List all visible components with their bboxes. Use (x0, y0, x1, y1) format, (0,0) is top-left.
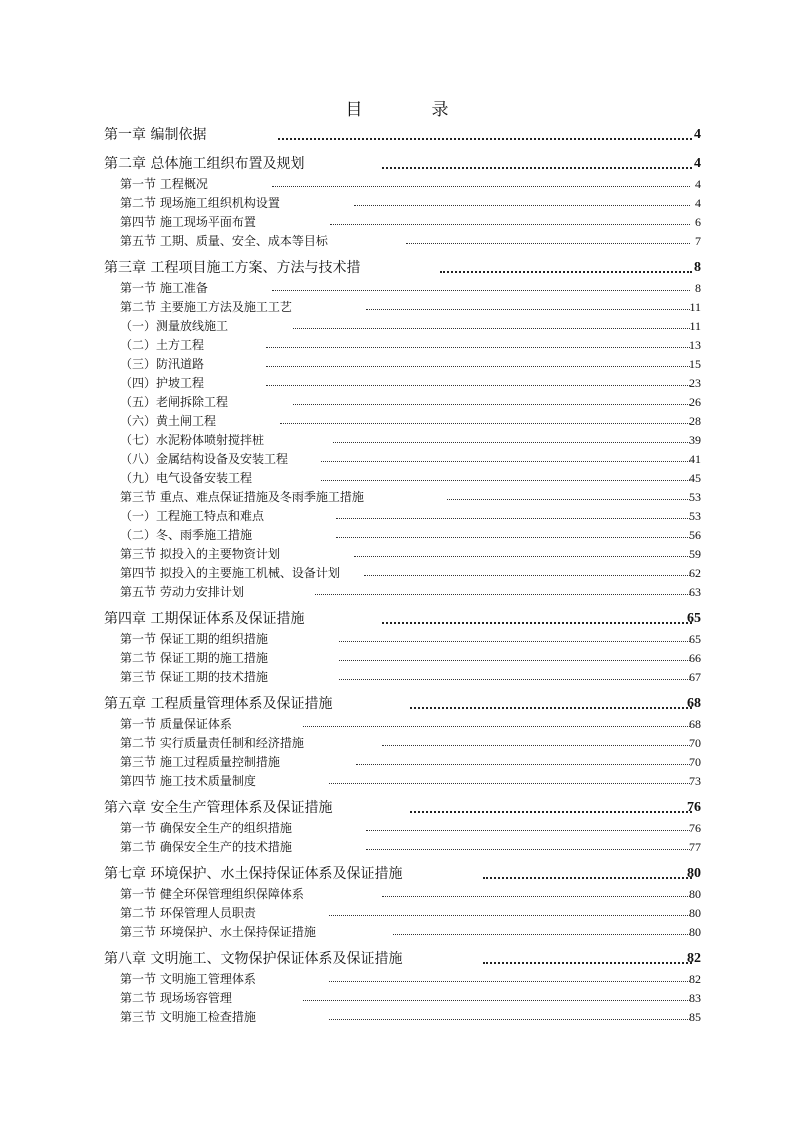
toc-page-number: 76 (689, 821, 701, 835)
toc-page-number: 80 (689, 925, 701, 939)
toc-page-number: 28 (689, 414, 701, 428)
toc-page-number: 15 (689, 357, 701, 371)
toc-chapter-entry[interactable] (0, 695, 794, 713)
toc-section-entry[interactable] (0, 734, 794, 752)
toc-chapter-entry[interactable] (0, 865, 794, 883)
toc-entry-label: 第三节 重点、难点保证措施及冬雨季施工措施 (120, 490, 364, 504)
toc-leader-dots (333, 442, 690, 443)
toc-page-number: 8 (695, 281, 701, 295)
toc-section-entry[interactable] (0, 526, 794, 544)
toc-section-entry[interactable] (0, 488, 794, 506)
toc-entry-label: （二）土方工程 (120, 338, 205, 352)
toc-leader-dots (293, 404, 690, 405)
toc-section-entry[interactable] (0, 194, 794, 212)
toc-entry-label: 第一节 施工准备 (120, 281, 208, 295)
toc-entry-label: （七）水泥粉体喷射搅拌桩 (120, 433, 265, 447)
toc-leader-dots (354, 205, 690, 206)
toc-entry-label: 第二章 总体施工组织布置及规划 (104, 156, 305, 172)
toc-page-number: 39 (689, 433, 701, 447)
toc-leader-dots (266, 347, 690, 348)
toc-section-entry[interactable] (0, 923, 794, 941)
toc-page-number: 80 (689, 887, 701, 901)
toc-section-entry[interactable] (0, 298, 794, 316)
toc-entry-label: （五）老闸拆除工程 (120, 395, 229, 409)
toc-page-number: 83 (689, 991, 701, 1005)
toc-section-entry[interactable] (0, 232, 794, 250)
toc-leader-dots (393, 934, 690, 935)
toc-entry-label: 第二节 现场施工组织机构设置 (120, 196, 280, 210)
toc-section-entry[interactable] (0, 374, 794, 392)
toc-page-number: 65 (689, 632, 701, 646)
toc-page-number: 41 (689, 452, 701, 466)
toc-leader-dots (315, 594, 690, 595)
toc-leader-dots (339, 679, 690, 680)
toc-chapter-entry[interactable] (0, 610, 794, 628)
toc-section-entry[interactable] (0, 545, 794, 563)
toc-leader-dots (293, 328, 690, 329)
toc-leader-dots (339, 641, 690, 642)
toc-entry-label: 第二节 主要施工方法及施工工艺 (120, 300, 292, 314)
toc-entry-label: （六）黄土闸工程 (120, 414, 217, 428)
toc-entry-label: 第三章 工程项目施工方案、方法与技术措 (104, 260, 361, 276)
toc-section-entry[interactable] (0, 213, 794, 231)
toc-leader-dots (354, 556, 690, 557)
toc-section-entry[interactable] (0, 412, 794, 430)
toc-entry-label: 第三节 保证工期的技术措施 (120, 670, 268, 684)
toc-entry-label: 第六章 安全生产管理体系及保证措施 (104, 800, 333, 816)
toc-page-number: 70 (689, 736, 701, 750)
toc-leader-dots (483, 962, 692, 964)
toc-entry-label: 第四章 工期保证体系及保证措施 (104, 611, 305, 627)
toc-entry-label: 第四节 拟投入的主要施工机械、设备计划 (120, 566, 340, 580)
toc-leader-dots (336, 518, 690, 519)
toc-leader-dots (382, 745, 690, 746)
toc-section-entry[interactable] (0, 1008, 794, 1026)
toc-page-number: 6 (695, 215, 701, 229)
toc-section-entry[interactable] (0, 317, 794, 335)
toc-leader-dots (329, 1019, 690, 1020)
toc-entry-label: 第四节 施工现场平面布置 (120, 215, 256, 229)
toc-entry-label: 第一节 保证工期的组织措施 (120, 632, 268, 646)
toc-entry-label: 第五章 工程质量管理体系及保证措施 (104, 696, 333, 712)
toc-leader-dots (382, 896, 690, 897)
toc-page-number: 76 (687, 800, 701, 815)
toc-entry-label: 第一节 健全环保管理组织保障体系 (120, 887, 304, 901)
toc-page-number: 4 (695, 177, 701, 191)
toc-entry-label: 第三节 环境保护、水土保持保证措施 (120, 925, 316, 939)
toc-page-number: 13 (689, 338, 701, 352)
toc-page-number: 7 (695, 234, 701, 248)
toc-section-entry[interactable] (0, 507, 794, 525)
toc-entry-label: 第二节 确保安全生产的技术措施 (120, 840, 292, 854)
toc-chapter-entry[interactable] (0, 950, 794, 968)
toc-page-number: 73 (689, 774, 701, 788)
toc-page-number: 85 (689, 1010, 701, 1024)
toc-leader-dots (440, 271, 692, 273)
toc-section-entry[interactable] (0, 970, 794, 988)
toc-chapter-entry[interactable] (0, 259, 794, 277)
toc-page-number: 26 (689, 395, 701, 409)
toc-page-number: 66 (689, 651, 701, 665)
toc-entry-label: 第四节 施工技术质量制度 (120, 774, 256, 788)
toc-leader-dots (364, 575, 690, 576)
toc-entry-label: 第一节 文明施工管理体系 (120, 972, 256, 986)
toc-entry-label: （一）工程施工特点和难点 (120, 509, 265, 523)
toc-leader-dots (447, 499, 690, 500)
toc-page-number: 45 (689, 471, 701, 485)
toc-entry-label: 第一节 工程概况 (120, 177, 208, 191)
toc-leader-dots (483, 877, 692, 879)
toc-entry-label: 第一节 确保安全生产的组织措施 (120, 821, 292, 835)
toc-section-entry[interactable] (0, 649, 794, 667)
toc-entry-label: 第一章 编制依据 (104, 127, 207, 143)
toc-leader-dots (272, 290, 690, 291)
toc-leader-dots (410, 811, 692, 813)
toc-leader-dots (329, 981, 690, 982)
toc-section-entry[interactable] (0, 668, 794, 686)
toc-leader-dots (366, 830, 690, 831)
toc-page-number: 53 (689, 509, 701, 523)
toc-section-entry[interactable] (0, 583, 794, 601)
toc-section-entry[interactable] (0, 715, 794, 733)
toc-entry-label: 第七章 环境保护、水土保持保证体系及保证措施 (104, 866, 403, 882)
toc-page-number: 53 (689, 490, 701, 504)
toc-entry-label: 第二节 实行质量责任制和经济措施 (120, 736, 304, 750)
toc-title: 目 录 (345, 100, 475, 120)
toc-page-number: 82 (687, 951, 701, 966)
toc-leader-dots (382, 167, 692, 169)
toc-entry-label: 第三节 施工过程质量控制措施 (120, 755, 280, 769)
toc-page-number: 11 (689, 319, 701, 333)
toc-page-number: 82 (689, 972, 701, 986)
toc-leader-dots (321, 461, 690, 462)
toc-entry-label: 第三节 文明施工检查措施 (120, 1010, 256, 1024)
toc-section-entry[interactable] (0, 175, 794, 193)
toc-leader-dots (272, 186, 690, 187)
toc-page-number: 11 (689, 300, 701, 314)
toc-entry-label: （九）电气设备安装工程 (120, 471, 253, 485)
toc-leader-dots (339, 660, 690, 661)
toc-leader-dots (382, 622, 692, 624)
toc-section-entry[interactable] (0, 564, 794, 582)
toc-entry-label: （二）冬、雨季施工措施 (120, 528, 253, 542)
toc-page-number: 68 (687, 696, 701, 711)
toc-section-entry[interactable] (0, 431, 794, 449)
toc-leader-dots (280, 423, 690, 424)
toc-section-entry[interactable] (0, 279, 794, 297)
toc-page-number: 65 (687, 611, 701, 626)
toc-section-entry[interactable] (0, 450, 794, 468)
toc-page-number: 4 (694, 127, 701, 142)
toc-section-entry[interactable] (0, 630, 794, 648)
toc-leader-dots (303, 726, 690, 727)
toc-section-entry[interactable] (0, 838, 794, 856)
toc-section-entry[interactable] (0, 355, 794, 373)
toc-page-number: 59 (689, 547, 701, 561)
toc-section-entry[interactable] (0, 904, 794, 922)
toc-page-number: 80 (687, 866, 701, 881)
toc-entry-label: 第二节 保证工期的施工措施 (120, 651, 268, 665)
toc-leader-dots (410, 707, 692, 709)
toc-entry-label: 第三节 拟投入的主要物资计划 (120, 547, 280, 561)
toc-section-entry[interactable] (0, 989, 794, 1007)
toc-chapter-entry[interactable] (0, 155, 794, 173)
toc-leader-dots (278, 138, 692, 140)
toc-entry-label: 第八章 文明施工、文物保护保证体系及保证措施 (104, 951, 403, 967)
toc-entry-label: 第五节 工期、质量、安全、成本等目标 (120, 234, 328, 248)
toc-page-number: 70 (689, 755, 701, 769)
toc-section-entry[interactable] (0, 819, 794, 837)
toc-page-number: 77 (689, 840, 701, 854)
toc-page-number: 23 (689, 376, 701, 390)
toc-entry-label: （四）护坡工程 (120, 376, 205, 390)
toc-section-entry[interactable] (0, 336, 794, 354)
toc-section-entry[interactable] (0, 469, 794, 487)
toc-chapter-entry[interactable] (0, 126, 794, 144)
toc-section-entry[interactable] (0, 772, 794, 790)
toc-chapter-entry[interactable] (0, 799, 794, 817)
toc-entry-label: 第二节 现场场容管理 (120, 991, 232, 1005)
toc-leader-dots (330, 224, 690, 225)
toc-leader-dots (329, 783, 690, 784)
toc-entry-label: （一）测量放线施工 (120, 319, 229, 333)
toc-leader-dots (406, 243, 690, 244)
toc-leader-dots (336, 537, 690, 538)
toc-entry-label: 第一节 质量保证体系 (120, 717, 232, 731)
toc-leader-dots (366, 849, 690, 850)
toc-page-number: 63 (689, 585, 701, 599)
toc-leader-dots (266, 385, 690, 386)
toc-page-number: 67 (689, 670, 701, 684)
toc-page-number: 68 (689, 717, 701, 731)
toc-page-number: 80 (689, 906, 701, 920)
toc-section-entry[interactable] (0, 753, 794, 771)
toc-page-number: 8 (694, 260, 701, 275)
toc-section-entry[interactable] (0, 393, 794, 411)
toc-entry-label: （八）金属结构设备及安装工程 (120, 452, 289, 466)
toc-page-number: 4 (694, 156, 701, 171)
toc-page-number: 56 (689, 528, 701, 542)
toc-leader-dots (356, 764, 690, 765)
toc-entry-label: （三）防汛道路 (120, 357, 205, 371)
toc-leader-dots (329, 915, 690, 916)
toc-page-number: 62 (689, 566, 701, 580)
toc-section-entry[interactable] (0, 885, 794, 903)
toc-leader-dots (321, 480, 690, 481)
toc-page-number: 4 (695, 196, 701, 210)
toc-entry-label: 第二节 环保管理人员职责 (120, 906, 256, 920)
toc-leader-dots (366, 309, 690, 310)
toc-leader-dots (303, 1000, 690, 1001)
toc-entry-label: 第五节 劳动力安排计划 (120, 585, 244, 599)
toc-leader-dots (266, 366, 690, 367)
